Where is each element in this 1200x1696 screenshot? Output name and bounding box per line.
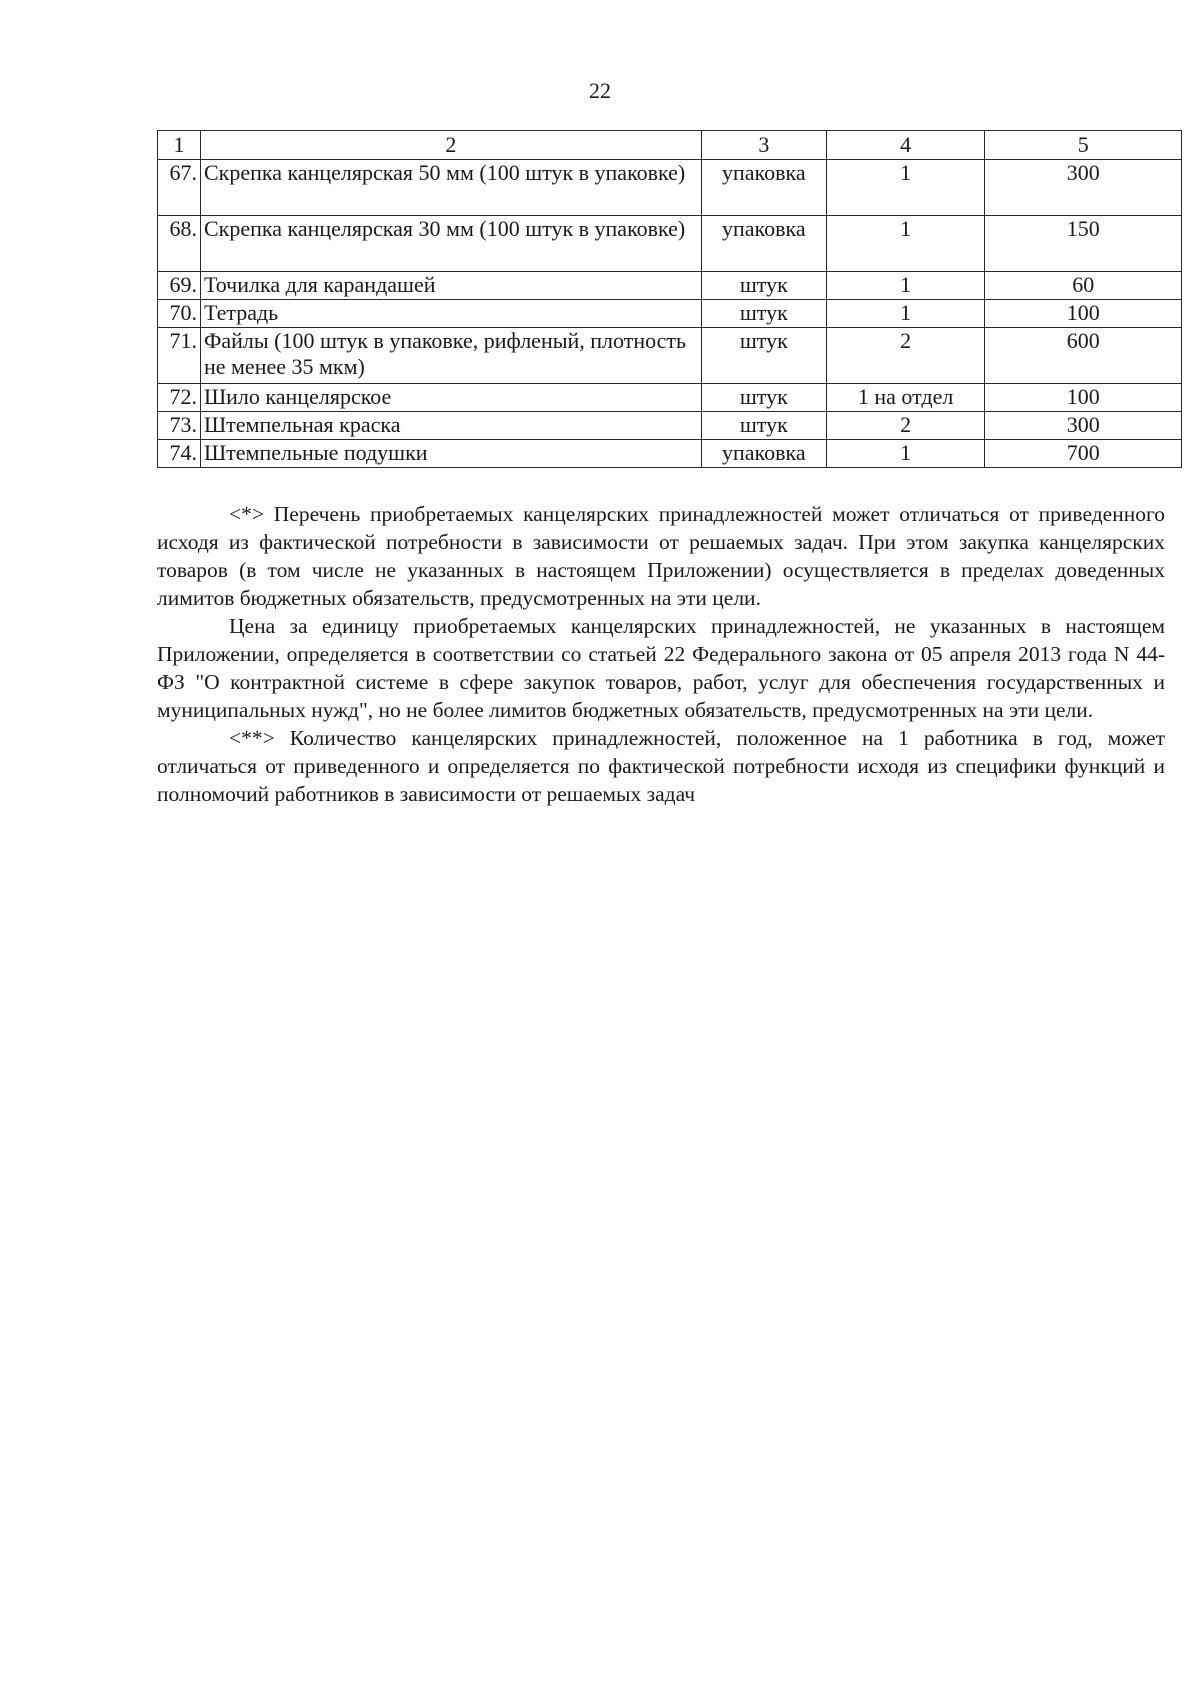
row-number: 72. (158, 384, 201, 412)
row-number: 74. (158, 440, 201, 468)
item-quantity: 1 на отдел (826, 384, 985, 412)
page-number: 22 (589, 78, 611, 103)
item-unit: упаковка (701, 440, 826, 468)
column-header-2: 2 (200, 131, 701, 160)
footnote-paragraph-2: Цена за единицу приобретаемых канцелярских принадлежностей, не указанных в настоящем Приложении, определяется в соответствии со статьей 22 Федерального закона от 05 апреля 2013 года N 44-ФЗ "О контрактной системе в сфере закупок товаров, работ, услуг для обеспечения государственных и муниципальных нужд", но не более лимитов бюджетных обязательств, предусмотренных на эти цели. (157, 614, 1165, 722)
table-row (158, 160, 1182, 216)
row-number: 67. (158, 160, 201, 216)
column-header-1: 1 (158, 131, 201, 160)
item-unit: штук (701, 300, 826, 328)
item-price: 150 (985, 216, 1182, 272)
row-number: 70. (158, 300, 201, 328)
item-name: Файлы (100 штук в упаковке, рифленый, плотность не менее 35 мкм) (200, 328, 701, 384)
item-name: Штемпельная краска (200, 412, 701, 440)
item-unit: штук (701, 272, 826, 300)
item-unit: штук (701, 328, 826, 384)
table-row (158, 384, 1182, 412)
table-row (158, 440, 1182, 468)
item-quantity: 1 (826, 300, 985, 328)
footnotes (157, 500, 1165, 808)
column-header-4: 4 (826, 131, 985, 160)
footnote-paragraph-1: <*> Перечень приобретаемых канцелярских принадлежностей может отличаться от приведенного исходя из фактической потребности в зависимости от решаемых задач. При этом закупка канцелярских товаров (в том числе не указанных в настоящем Приложении) осуществляется в пределах доведенных лимитов бюджетных обязательств, предусмотренных на эти цели. (157, 502, 1165, 610)
table-row (158, 300, 1182, 328)
table-header-row (158, 131, 1182, 160)
row-number: 68. (158, 216, 201, 272)
row-number: 69. (158, 272, 201, 300)
item-quantity: 1 (826, 272, 985, 300)
table-row (158, 328, 1182, 384)
table-row (158, 272, 1182, 300)
item-price: 300 (985, 160, 1182, 216)
item-unit: упаковка (701, 216, 826, 272)
row-number: 71. (158, 328, 201, 384)
item-price: 100 (985, 384, 1182, 412)
row-number: 73. (158, 412, 201, 440)
item-price: 700 (985, 440, 1182, 468)
item-quantity: 1 (826, 216, 985, 272)
table-row (158, 216, 1182, 272)
item-name: Шило канцелярское (200, 384, 701, 412)
items-table (157, 130, 1182, 468)
item-quantity: 1 (826, 440, 985, 468)
item-price: 100 (985, 300, 1182, 328)
item-price: 60 (985, 272, 1182, 300)
item-unit: упаковка (701, 160, 826, 216)
footnote-paragraph-3: <**> Количество канцелярских принадлежностей, положенное на 1 работника в год, может отличаться от приведенного и определяется по фактической потребности исходя из специфики функций и полномочий работников в зависимости от решаемых задач (157, 726, 1165, 806)
item-quantity: 1 (826, 160, 985, 216)
item-name: Точилка для карандашей (200, 272, 701, 300)
item-price: 300 (985, 412, 1182, 440)
item-unit: штук (701, 384, 826, 412)
item-unit: штук (701, 412, 826, 440)
column-header-5: 5 (985, 131, 1182, 160)
column-header-3: 3 (701, 131, 826, 160)
item-quantity: 2 (826, 328, 985, 384)
item-quantity: 2 (826, 412, 985, 440)
item-name: Скрепка канцелярская 30 мм (100 штук в упаковке) (200, 216, 701, 272)
table-row (158, 412, 1182, 440)
item-name: Тетрадь (200, 300, 701, 328)
item-name: Штемпельные подушки (200, 440, 701, 468)
item-name: Скрепка канцелярская 50 мм (100 штук в упаковке) (200, 160, 701, 216)
item-price: 600 (985, 328, 1182, 384)
